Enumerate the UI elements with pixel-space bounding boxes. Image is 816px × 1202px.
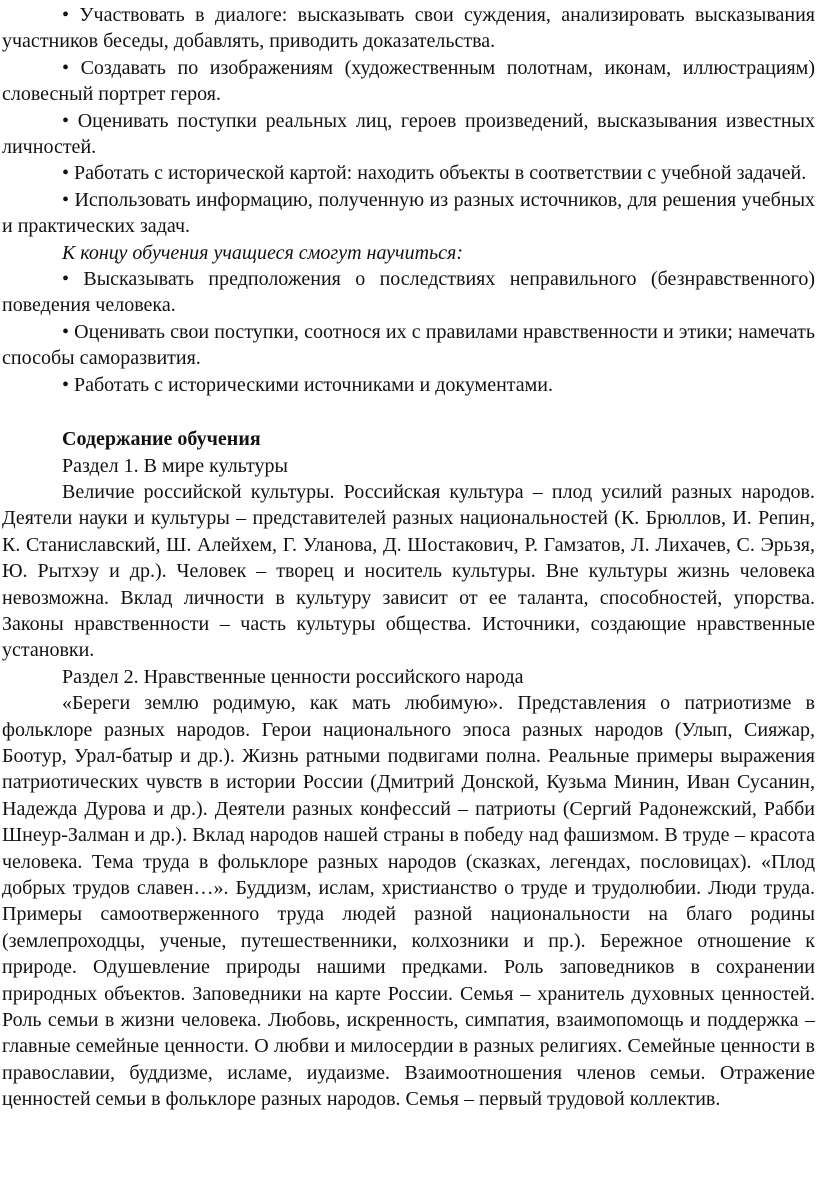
end-of-study-item: • Высказывать предположения о последствиях неправильного (безнравственного) поведения человека. — [2, 268, 815, 317]
skill-item: • Участвовать в диалоге: высказывать свои суждения, анализировать высказывания участников беседы, добавлять, приводить доказательства. — [2, 4, 815, 53]
section-1-title: Раздел 1. В мире культуры — [62, 454, 288, 477]
section-2-title: Раздел 2. Нравственные ценности российского народа — [62, 665, 524, 688]
content-title: Содержание обучения — [62, 428, 261, 451]
skill-item: • Оценивать поступки реальных лиц, героев произведений, высказывания известных личностей. — [2, 109, 815, 159]
skill-item: • Создавать по изображениям (художественным полотнам, иконам, иллюстрациям) словесный портрет героя. — [2, 56, 815, 106]
skill-item: • Работать с исторической картой: находить объекты в соответствии с учебной задачей. — [62, 162, 807, 185]
skill-item: • Использовать информацию, полученную из разных источников, для решения учебных и практических задач. — [2, 188, 815, 238]
section-1-text: Величие российской культуры. Российская культура – плод усилий разных народов. Деятели науки и культуры – представителей разных национальностей (К. Брюллов, И. Репин, К. Станиславский, Ш. Алейхем, Г. Уланова, Д. Шостакович, Р. Гамзатов, Л. Лихачев, С. Эрьзя, Ю. Рытхэу и др.). Человек – творец и носитель культуры. Вне культуры жизнь человека невозможна. Вклад личности в культуру зависит от ее таланта, способностей, упорства. Законы нравственности – часть культуры общества. Источники, создающие нравственные установки. — [2, 480, 815, 662]
end-of-study-item: • Оценивать свои поступки, соотнося их с правилами нравственности и этики; намечать способы саморазвития. — [2, 320, 815, 370]
end-of-study-heading: К концу обучения учащиеся смогут научиться: — [62, 241, 463, 264]
end-of-study-item: • Работать с историческими источниками и документами. — [62, 373, 554, 396]
section-2-text: «Береги землю родимую, как мать любимую». Представления о патриотизме в фольклоре разных народов. Герои национального эпоса разных народов (Улып, Сияжар, Боотур, Урал-батыр и др.). Жизнь ратными подвигами полна. Реальные примеры выражения патриотических чувств в истории России (Дмитрий Донской, Кузьма Минин, Иван Сусанин, Надежда Дурова и др.). Деятели разных конфессий – патриоты (Сергий Радонежский, Рабби Шнеур-Залман и др.). Вклад народов нашей страны в победу над фашизмом. В труде – красота человека. Тема труда в фольклоре разных народов (сказках, легендах, пословицах). «Плод добрых трудов славен…». Буддизм, ислам, христианство о труде и трудолюбии. Люди труда. Примеры самоотверженного труда людей разной национальности на благо родины (землепроходцы, ученые, путешественники, колхозники и пр.). Бережное отношение к природе. Одушевление природы нашими предками. Роль заповедников в сохранении природных объектов. Заповедники на карте России. Семья – хранитель духовных ценностей. Роль семьи в жизни человека. Любовь, искренность, симпатия, взаимопомощь и поддержка – главные семейные ценности. О любви и милосердии в разных религиях. Семейные ценности в православии, буддизме, исламе, иудаизме. Взаимоотношения членов семьи. Отражение ценностей семьи в фольклоре разных народов. Семья – первый трудовой коллектив. — [2, 692, 815, 1111]
